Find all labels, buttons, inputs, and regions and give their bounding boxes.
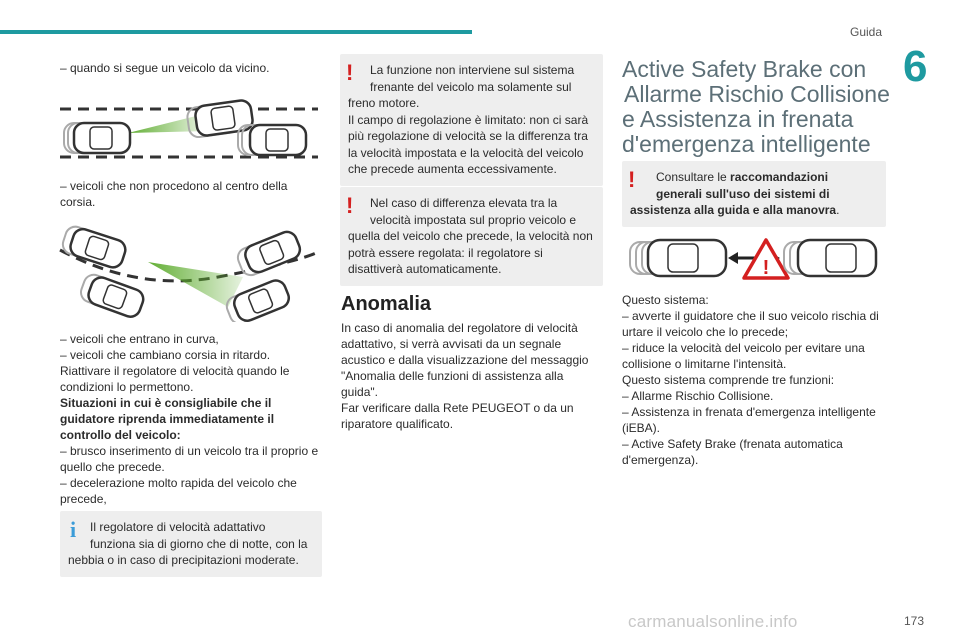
system-description [622, 292, 892, 468]
warning-text: più regolazione di velocità se la differenza tra [348, 129, 588, 143]
warning-box [622, 161, 886, 227]
warning-text: Il campo di regolazione è limitato: non ci sarà [348, 112, 589, 127]
text-line: Far verificare dalla Rete PEUGEOT o da un [341, 401, 574, 415]
warning-text: quella del veicolo che precede, la velocità non [348, 229, 593, 243]
list-item-cont: corsia. [60, 195, 96, 209]
warning-icon: ! [346, 193, 354, 218]
info-text: nebbia o in caso di precipitazioni moderate. [68, 553, 299, 567]
text-line: – decelerazione molto rapida del veicolo che [60, 476, 297, 490]
text-line: – Assistenza in frenata d'emergenza intelligente [622, 405, 876, 419]
warning-text: velocità impostata sul proprio veicolo e [370, 212, 577, 227]
text-line: Riattivare il regolatore di velocità quando le [60, 364, 290, 378]
warning-text [630, 202, 878, 219]
page-title [622, 57, 892, 157]
text-line: – Allarme Rischio Collisione. [622, 389, 774, 403]
anomaly-paragraph [341, 320, 601, 432]
warning-box [340, 187, 603, 286]
text-line: – veicoli che cambiano corsia in ritardo. [60, 348, 271, 362]
text-line: d'emergenza). [622, 453, 699, 467]
warning-bold: raccomandazioni [730, 170, 829, 184]
warning-text: Nel caso di differenza elevata tra la [370, 196, 558, 210]
warning-text [630, 169, 878, 186]
text-line: – veicoli che entrano in curva, [60, 332, 219, 346]
warning-plain: . [836, 203, 840, 217]
warning-plain: Consultare le [656, 170, 731, 184]
text-line: – brusco inserimento di un veicolo tra il proprio e [60, 444, 319, 458]
text-line: riparatore qualificato. [341, 417, 454, 431]
bold-line: Situazioni in cui è consigliabile che il [60, 396, 272, 410]
chapter-number: 6 [903, 42, 928, 91]
text-line: In caso di anomalia del regolatore di velocità [341, 321, 578, 335]
section-heading: Anomalia [341, 293, 432, 315]
warning-text: freno motore. [348, 96, 420, 110]
text-line: Questo sistema: [622, 293, 709, 307]
text-line: "Anomalia delle funzioni di assistenza alla [341, 369, 564, 383]
text-line: collisione o limitarne l'intensità. [622, 357, 787, 371]
warning-text: frenante del veicolo ma solamente sul [370, 79, 572, 94]
warning-text: potrà essere regolata: il regolatore si [348, 245, 543, 260]
text-line: adattativo, si verrà avvisati da un segnale [341, 337, 562, 351]
text-line: guida". [341, 385, 378, 399]
following-vehicle-illustration [58, 95, 320, 165]
text-line: condizioni lo permettono. [60, 380, 194, 394]
title-line: e Assistenza in frenata [622, 106, 854, 132]
text-line: quello che precede. [60, 460, 165, 474]
info-text: funziona sia di giorno che di notte, con la [90, 536, 308, 551]
text-line: acustico e dalla visualizzazione del messaggio [341, 353, 589, 367]
page-number: 173 [904, 614, 925, 628]
column-1-c [60, 331, 328, 507]
text-line: Questo sistema comprende tre funzioni: [622, 373, 835, 387]
warning-text: La funzione non interviene sul sistema [370, 63, 575, 77]
title-line: d'emergenza intelligente [622, 131, 871, 157]
text-line: urtare il veicolo che lo precede; [622, 325, 789, 339]
warning-icon: ! [628, 167, 636, 192]
info-icon: i [70, 517, 77, 542]
curve-vehicle-illustration [58, 222, 320, 322]
warning-text: disattiverà automaticamente. [348, 262, 502, 276]
warning-icon: ! [346, 60, 354, 85]
header-accent-bar [0, 30, 472, 34]
warning-text: che precede aumenta eccessivamente. [348, 162, 557, 176]
warning-box [340, 54, 603, 186]
column-1 [60, 60, 325, 76]
text-line: – avverte il guidatore che il suo veicolo rischia di [622, 309, 879, 323]
text-line: precede, [60, 492, 107, 506]
title-line: Active Safety Brake con [622, 56, 867, 82]
warning-text: la velocità impostata e la velocità del veicolo [348, 145, 584, 160]
watermark: carmanualsonline.info [628, 612, 798, 631]
list-item: – veicoli che non procedono al centro della [60, 179, 288, 193]
section-title: Guida [850, 25, 883, 39]
collision-warning-illustration [628, 234, 880, 282]
bold-line: guidatore riprenda immediatamente il [60, 412, 275, 426]
text-line: – riduce la velocità del veicolo per evitare una [622, 341, 865, 355]
svg-text:!: ! [762, 257, 770, 279]
text-line: (iEBA). [622, 421, 661, 435]
bold-line: controllo del veicolo: [60, 428, 181, 442]
warning-bold: generali sull'uso dei sistemi di [656, 186, 830, 201]
warning-bold: assistenza alla guida e alla manovra [630, 203, 837, 217]
info-box [60, 511, 322, 577]
text-line: – Active Safety Brake (frenata automatica [622, 437, 843, 451]
info-text: Il regolatore di velocità adattativo [90, 520, 266, 534]
title-line: Allarme Rischio Collisione [624, 81, 890, 107]
column-1-b [60, 178, 325, 210]
list-item: – quando si segue un veicolo da vicino. [60, 61, 270, 75]
